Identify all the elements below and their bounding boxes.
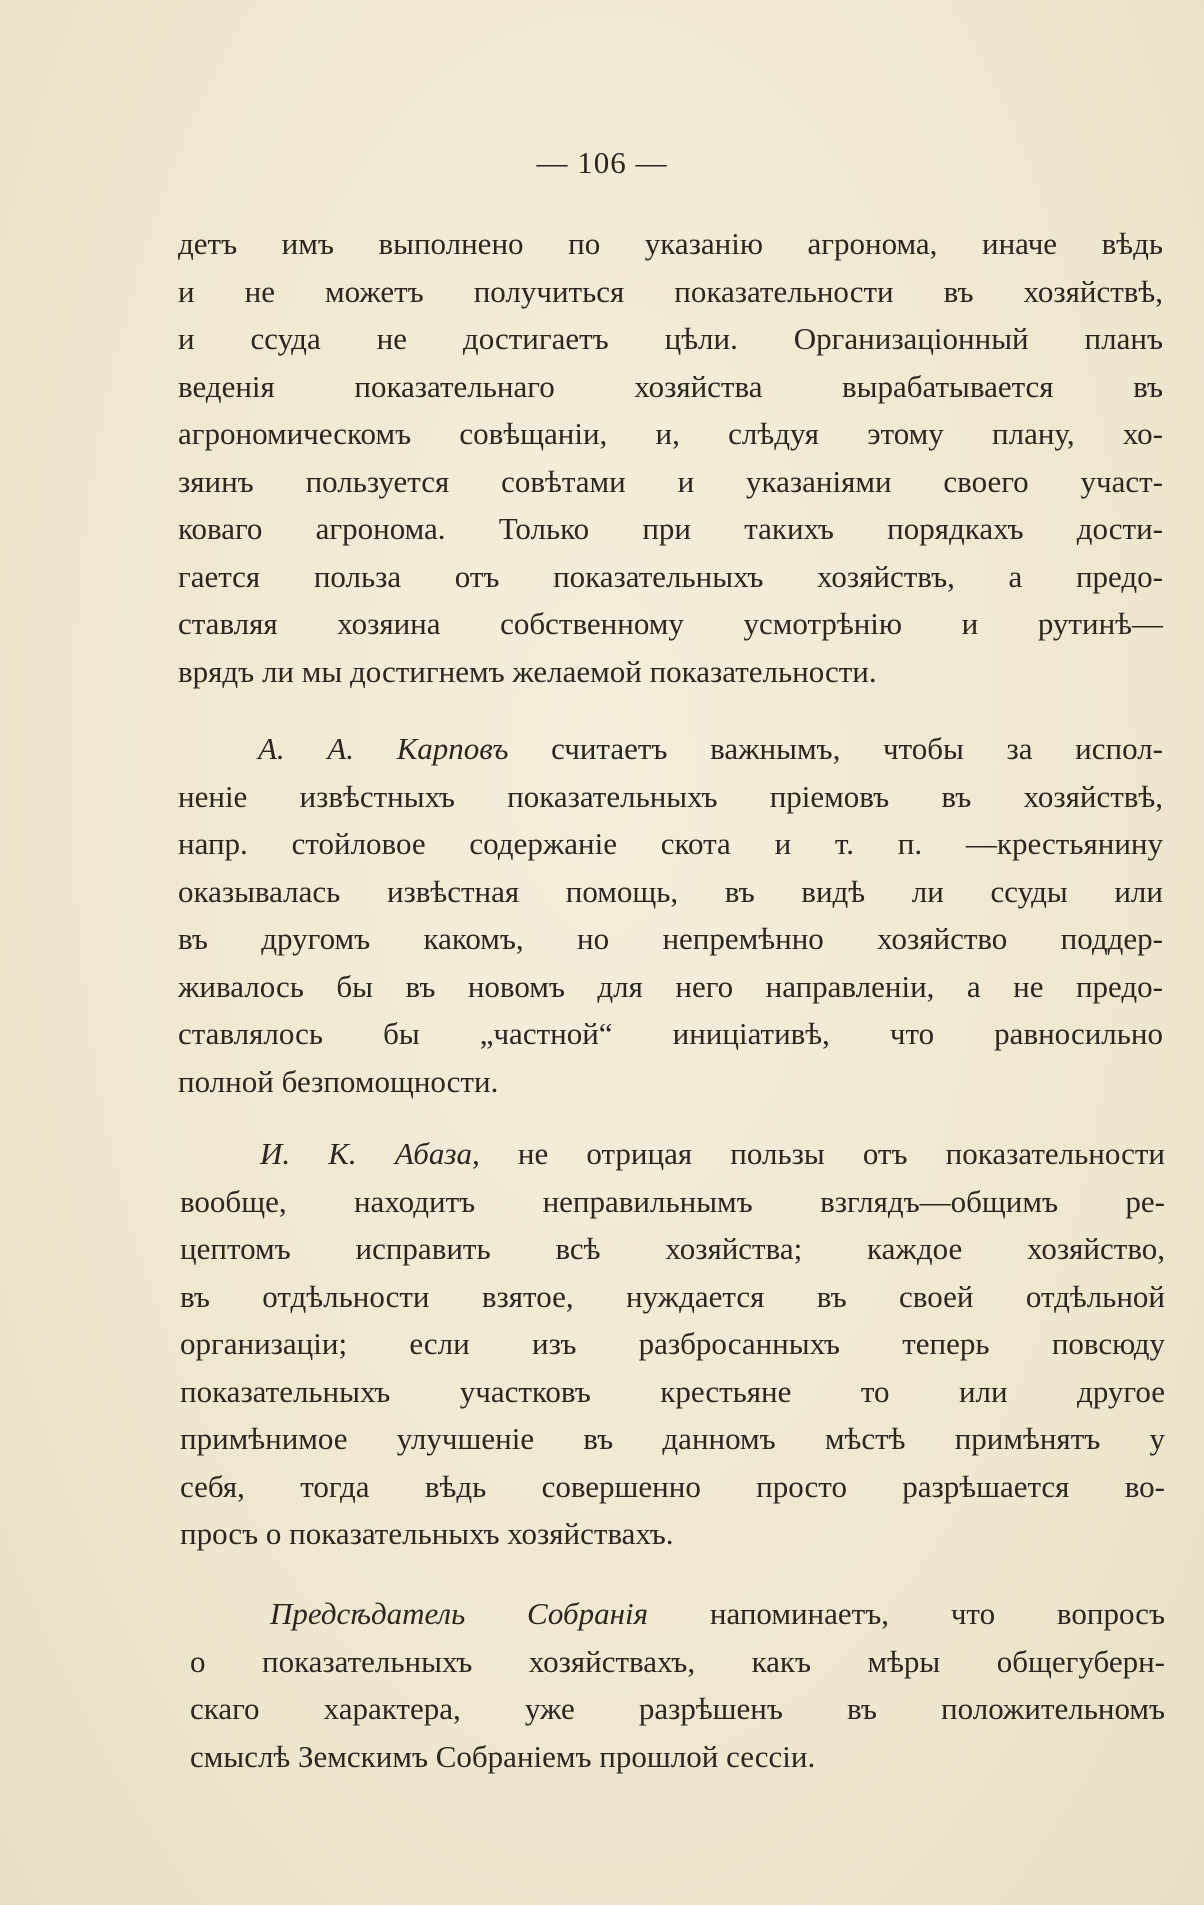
text-line: коваго агронома. Только при такихъ порядкахъ дости-: [178, 511, 1163, 546]
text-line: агрономическомъ совѣщаніи, и, слѣдуя этому плану, хо-: [178, 416, 1163, 451]
paragraph-abaza: [180, 1130, 1165, 1558]
text-line: себя, тогда вѣдь совершенно просто разрѣшается во-: [180, 1468, 1165, 1504]
speaker-name: А. А. Карповъ: [258, 731, 509, 766]
text-fragment: считаетъ важнымъ, чтобы за испол-: [551, 731, 1163, 766]
text-line: детъ имъ выполнено по указанію агронома, иначе вѣдь: [178, 226, 1163, 261]
page-number: — 106 —: [536, 145, 668, 180]
text-line: веденія показательнаго хозяйства вырабатывается въ: [178, 368, 1163, 404]
speaker-name: И. К. Абаза,: [260, 1136, 480, 1171]
text-line: напр. стойловое содержаніе скота и т. п. —крестьянину: [178, 826, 1163, 861]
text-line: организаціи; если изъ разбросанныхъ теперь повсюду: [180, 1326, 1165, 1361]
speaker-name: Предсѣдатель Собранія: [270, 1596, 649, 1631]
text-line-first: [178, 725, 1163, 773]
text-line: въ другомъ какомъ, но непремѣнно хозяйство поддер-: [178, 921, 1163, 956]
text-line: и не можетъ получиться показательности въ хозяйствѣ,: [178, 273, 1163, 309]
text-line: полной безпомощности.: [178, 1063, 499, 1099]
text-line: врядъ ли мы достигнемъ желаемой показательности.: [178, 653, 877, 689]
text-fragment: не отрицая пользы отъ показательности: [517, 1136, 1165, 1171]
paragraph-karpov: [178, 725, 1163, 1105]
text-line: ставлялось бы „частной“ иниціативѣ, что равносильно: [178, 1016, 1163, 1051]
text-line: гается польза отъ показательныхъ хозяйствъ, а предо-: [178, 558, 1163, 594]
text-line: о показательныхъ хозяйствахъ, какъ мѣры общегуберн-: [190, 1643, 1165, 1679]
text-line: въ отдѣльности взятое, нуждается въ своей отдѣльной: [180, 1278, 1165, 1314]
text-line: просъ о показательныхъ хозяйствахъ.: [180, 1516, 674, 1551]
text-line: примѣнимое улучшеніе въ данномъ мѣстѣ примѣнятъ у: [180, 1421, 1165, 1456]
text-line: смыслѣ Земскимъ Собраніемъ прошлой сессіи.: [190, 1738, 816, 1774]
text-line: и ссуда не достигаетъ цѣли. Организаціонный планъ: [178, 321, 1163, 356]
text-line: вообще, находитъ неправильнымъ взглядъ—общимъ ре-: [180, 1183, 1165, 1219]
text-line: цептомъ исправить всѣ хозяйства; каждое хозяйство,: [180, 1231, 1165, 1266]
text-line: скаго характера, уже разрѣшенъ въ положительномъ: [190, 1691, 1165, 1726]
paragraph-chairman: [190, 1590, 1165, 1780]
text-line: живалось бы въ новомъ для него направленіи, а не предо-: [178, 968, 1163, 1004]
text-line-first: [190, 1590, 1165, 1638]
text-line: показательныхъ участковъ крестьяне то или другое: [180, 1373, 1165, 1409]
text-line: ставляя хозяина собственному усмотрѣнію и рутинѣ—: [178, 606, 1163, 641]
text-line: неніе извѣстныхъ показательныхъ пріемовъ въ хозяйствѣ,: [178, 778, 1163, 814]
text-line-first: [180, 1130, 1165, 1178]
text-fragment: напоминаетъ, что вопросъ: [709, 1596, 1165, 1631]
text-line: зяинъ пользуется совѣтами и указаніями своего участ-: [178, 463, 1163, 499]
paragraph-continuation: [178, 220, 1163, 695]
text-line: оказывалась извѣстная помощь, въ видѣ ли ссуды или: [178, 873, 1163, 909]
